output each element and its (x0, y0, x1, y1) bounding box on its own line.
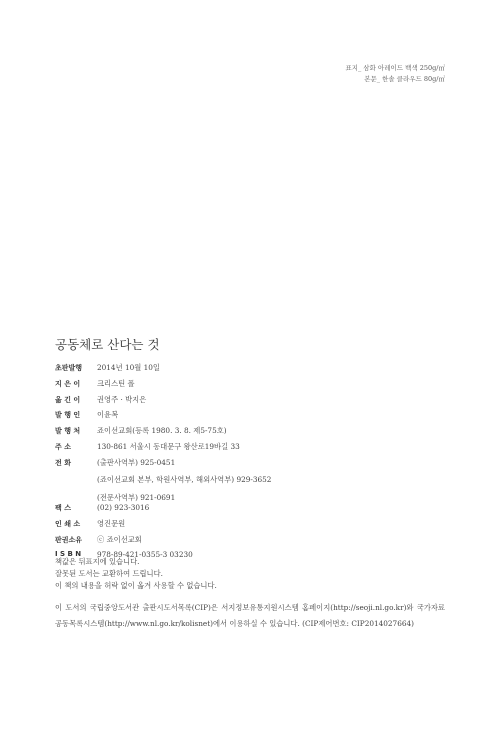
notices (55, 556, 217, 593)
colophon-value (97, 363, 271, 379)
cip-statement: 이 도서의 국립중앙도서관 출판시도서목록(CIP)은 서지정보유통지원시스템 홈페이지(http://seoji.nl.go.kr)와 국가자료공동목록시스템(http://www.nl.go.kr/kolisnet)에서 이용하실 수 있습니다. (CIP제어번호: CIP2014027664) (55, 603, 445, 628)
colophon-value-line: (출판사역부) 925-0451 (97, 457, 176, 467)
colophon-value (97, 519, 271, 535)
colophon-row (55, 535, 271, 551)
colophon-row (55, 458, 271, 503)
colophon-label: 옮 긴 이 (55, 395, 81, 404)
colophon-value (97, 535, 271, 551)
colophon-value-line: ⓒ 죠이선교회 (97, 534, 142, 544)
colophon-value (97, 410, 271, 426)
colophon-row (55, 379, 271, 395)
colophon-row (55, 519, 271, 535)
colophon-row (55, 442, 271, 458)
colophon-value (97, 503, 271, 519)
colophon-value-line: 권영주 · 박지은 (97, 394, 147, 404)
colophon-value-line: 죠이선교회(등록 1980. 3. 8. 제5-75호) (97, 426, 227, 436)
body-paper-spec: 본문_ 한솔 클라우드 80g/㎡ (364, 75, 445, 83)
notice-copyright: 이 책의 내용을 허락 없이 옮겨 사용할 수 없습니다. (55, 581, 217, 591)
colophon-table (55, 363, 271, 566)
colophon-label: 판권소유 (55, 535, 83, 544)
colophon-label: 팩 스 (55, 503, 71, 512)
colophon-label: 인 쇄 소 (55, 519, 81, 528)
colophon-value-line: 978-89-421-0355-3 03230 (97, 550, 193, 560)
colophon-value-line: (02) 923-3016 (97, 502, 150, 512)
colophon-value-line: 영진문원 (97, 518, 126, 528)
paper-specification (345, 63, 445, 85)
colophon-row (55, 410, 271, 426)
colophon-value-line: 2014년 10월 10일 (97, 363, 160, 372)
book-title: 공동체로 산다는 것 (55, 337, 160, 352)
colophon-value-line: 이윤복 (97, 410, 119, 420)
colophon-row (55, 426, 271, 442)
colophon-value-line: 130-861 서울시 동대문구 왕산로19바길 33 (97, 441, 240, 451)
colophon-value (97, 426, 271, 442)
colophon-label: 발 행 인 (55, 411, 81, 420)
colophon-value-line: (전문사역부) 921-0691 (97, 492, 176, 502)
notice-exchange: 잘못된 도서는 교환하여 드립니다. (55, 569, 163, 579)
colophon-label: 주 소 (55, 442, 71, 451)
colophon-label: 지 은 이 (55, 379, 81, 388)
colophon-value (97, 379, 271, 395)
colophon-value (97, 442, 271, 458)
cover-paper-spec: 표지_ 삼화 아레이드 백색 250g/㎡ (345, 64, 445, 72)
colophon-value (97, 458, 271, 503)
colophon-label: I S B N (55, 550, 82, 559)
colophon-row (55, 363, 271, 379)
colophon-value (97, 395, 271, 411)
notice-price: 책값은 뒤표지에 있습니다. (55, 557, 140, 566)
colophon-row (55, 503, 271, 519)
colophon-row (55, 395, 271, 411)
colophon-label: 초판발행 (55, 364, 83, 372)
colophon-label: 발 행 처 (55, 427, 81, 436)
colophon-label: 전 화 (55, 458, 71, 467)
colophon-value-line: (죠이선교회 본부, 학원사역부, 해외사역부) 929-3652 (97, 475, 272, 485)
colophon-value-line: 크리스틴 폴 (97, 378, 135, 388)
